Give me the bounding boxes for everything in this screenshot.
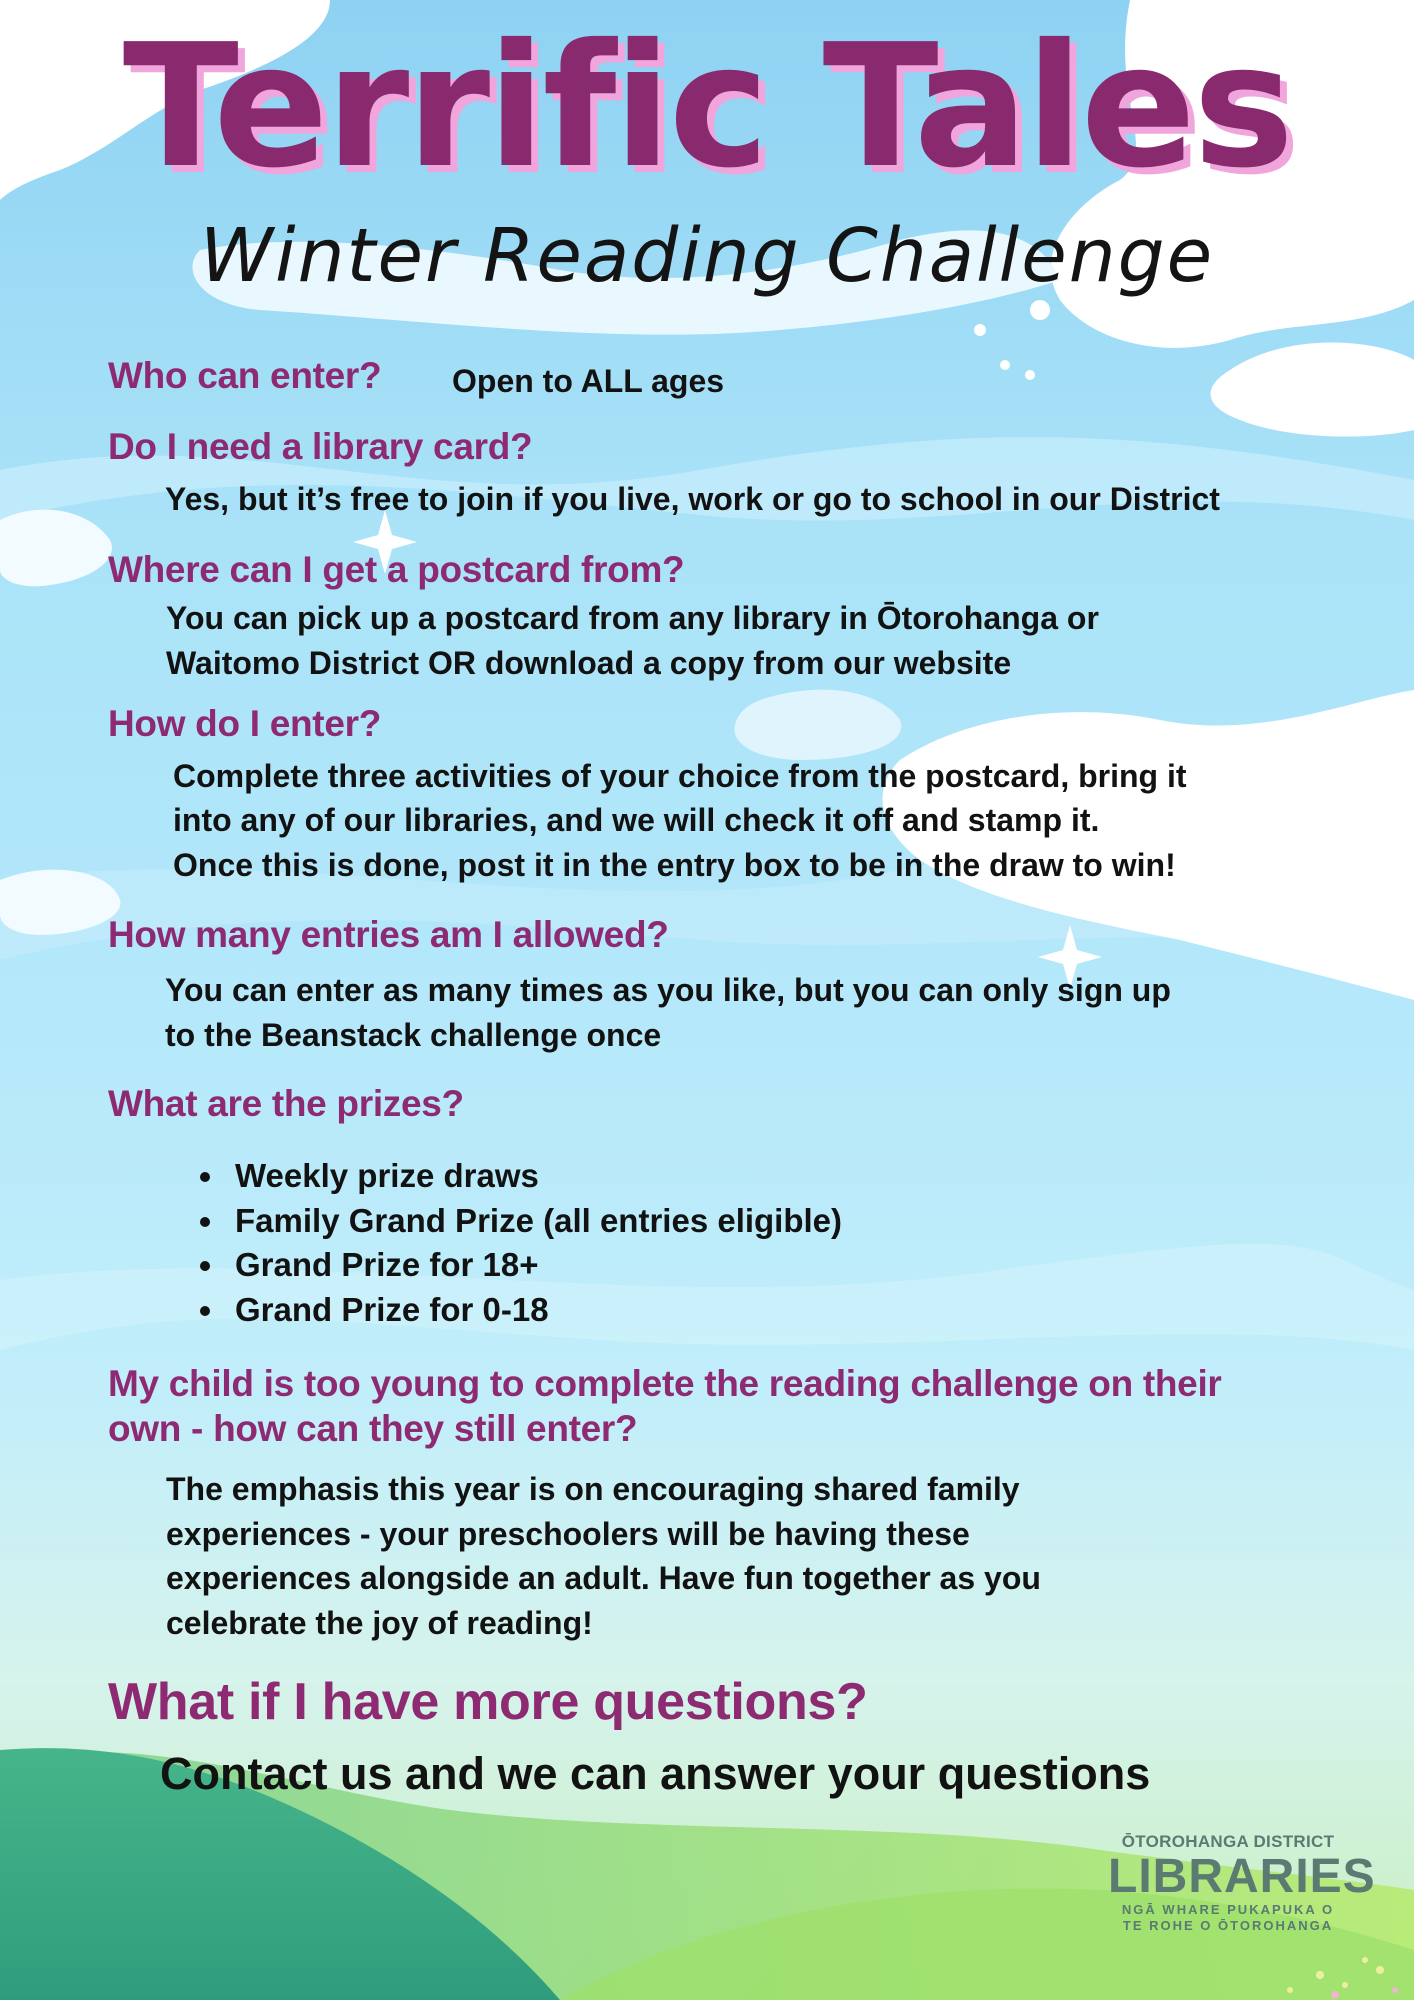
prize-item: • Grand Prize for 0-18 — [227, 1288, 842, 1333]
faq-answer-young-child-line-4: celebrate the joy of reading! — [166, 1605, 593, 1641]
faq-question-library-card: Do I need a library card? — [108, 426, 533, 467]
faq-question-young-child-line-1: My child is too young to complete the reading challenge on their — [108, 1363, 1222, 1404]
faq-answer-how-enter-line-2: into any of our libraries, and we will check it off and stamp it. — [173, 802, 1100, 838]
logo-maori-line-2: TE ROHE O ŌTOROHANGA — [1122, 1918, 1334, 1933]
faq-question-how-enter: How do I enter? — [108, 703, 382, 744]
poster-subtitle: Winter Reading Challenge — [199, 213, 1215, 299]
faq-question-entries-allowed: How many entries am I allowed? — [108, 914, 669, 955]
faq-answer-contact: Contact us and we can answer your questions — [160, 1748, 1151, 1799]
poster-title: Terrific Tales — [122, 8, 1292, 206]
logo-maori-line-1: NGĀ WHARE PUKAPUKA O — [1121, 1902, 1335, 1917]
faq-answer-library-card: Yes, but it’s free to join if you live, work or go to school in our District — [165, 481, 1220, 517]
faq-answer-entries-line-2: to the Beanstack challenge once — [165, 1017, 662, 1053]
faq-answer-postcard-line-1: You can pick up a postcard from any library in Ōtorohanga or — [166, 600, 1099, 636]
faq-question-who-can-enter: Who can enter? — [108, 355, 382, 396]
faq-answer-who-can-enter: Open to ALL ages — [452, 363, 725, 399]
faq-answer-young-child-line-1: The emphasis this year is on encouraging shared family — [166, 1471, 1020, 1507]
faq-question-postcard: Where can I get a postcard from? — [108, 549, 685, 590]
faq-question-more-questions: What if I have more questions? — [108, 1673, 868, 1731]
faq-question-prizes: What are the prizes? — [108, 1083, 464, 1124]
logo-libraries: LIBRARIES — [1108, 1850, 1376, 1903]
library-logo — [1108, 1832, 1376, 1934]
faq-answer-entries-line-1: You can enter as many times as you like, but you can only sign up — [165, 972, 1171, 1008]
faq-answer-postcard-line-2: Waitomo District OR download a copy from our website — [166, 645, 1012, 681]
faq-answer-how-enter-line-3: Once this is done, post it in the entry box to be in the draw to win! — [173, 847, 1176, 883]
prize-item: • Grand Prize for 18+ — [227, 1243, 842, 1288]
prize-item: • Weekly prize draws — [227, 1154, 842, 1199]
prize-list — [186, 1154, 842, 1332]
faq-answer-young-child-line-2: experiences - your preschoolers will be having these — [166, 1516, 970, 1552]
faq-question-young-child-line-2: own - how can they still enter? — [108, 1408, 638, 1449]
faq-answer-young-child-line-3: experiences alongside an adult. Have fun together as you — [166, 1560, 1041, 1596]
logo-district: ŌTOROHANGA DISTRICT — [1121, 1832, 1335, 1851]
faq-answer-how-enter-line-1: Complete three activities of your choice from the postcard, bring it — [173, 758, 1187, 794]
prize-item: • Family Grand Prize (all entries eligible) — [227, 1199, 842, 1244]
